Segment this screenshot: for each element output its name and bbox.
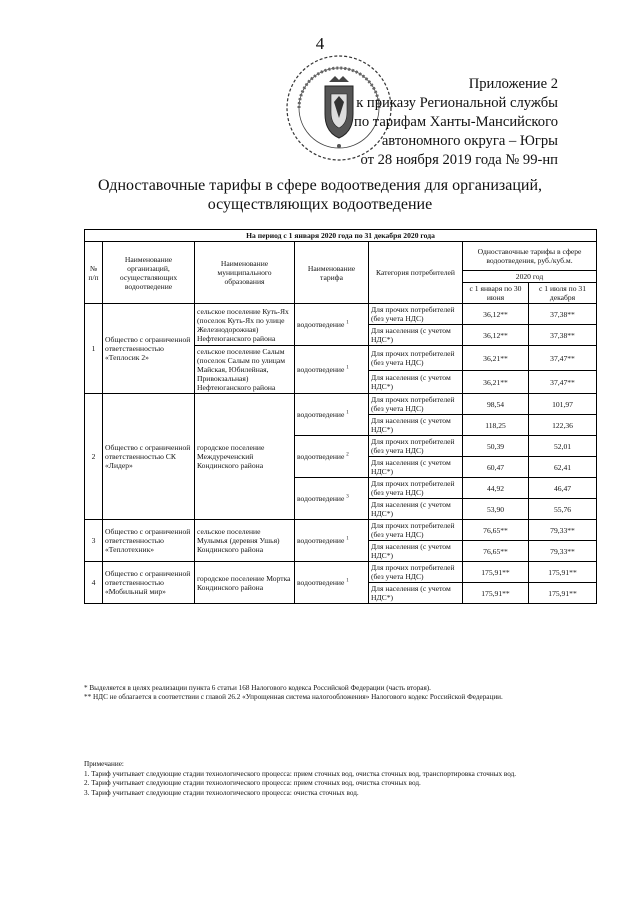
cell-category: Для прочих потребителей (без учета НДС) <box>369 562 463 583</box>
cell-municipality: городское поселение Междуреченский Кондинского района <box>195 394 295 520</box>
table-row <box>85 562 597 583</box>
cell-municipality: сельское поселение Мулымья (деревня Ушья) Кондинского района <box>195 520 295 562</box>
appendix-line: по тарифам Ханты-Мансийского <box>354 114 558 130</box>
cell-org: Общество с ограниченной ответственностью «Мобильный мир» <box>103 562 195 604</box>
table-row <box>85 394 597 415</box>
cell-municipality: сельское поселение Куть-Ях (поселок Куть-Ях по улице Железнодорожная) Нефтеюганского района <box>195 304 295 346</box>
cell-tariff: водоотведение $^2$ <box>295 436 369 478</box>
footnotes <box>84 684 596 702</box>
cell-value: 122,36 <box>529 415 597 436</box>
cell-tariff: водоотведение $^1$ <box>295 346 369 394</box>
footnote: * Выделяется в целях реализации пункта 6 статьи 168 Налогового кодекса Российской Федерации (часть вторая). <box>84 684 431 692</box>
cell-value: 79,33** <box>529 541 597 562</box>
col-header-municipality: Наименование муниципального образования <box>195 242 295 304</box>
col-header-no: № п/п <box>85 242 103 304</box>
cell-value: 98,54 <box>463 394 529 415</box>
cell-value: 36,21** <box>463 371 529 394</box>
cell-category: Для населения (с учетом НДС*) <box>369 457 463 478</box>
cell-category: Для населения (с учетом НДС*) <box>369 325 463 346</box>
cell-category: Для населения (с учетом НДС*) <box>369 541 463 562</box>
cell-org: Общество с ограниченной ответственностью «Теплотехник» <box>103 520 195 562</box>
cell-value: 175,91** <box>463 583 529 604</box>
cell-category: Для населения (с учетом НДС*) <box>369 415 463 436</box>
cell-municipality: городское поселение Мортка Кондинского района <box>195 562 295 604</box>
tariff-table <box>84 229 597 604</box>
cell-tariff: водоотведение $^1$ <box>295 562 369 604</box>
cell-category: Для населения (с учетом НДС*) <box>369 499 463 520</box>
cell-value: 36,12** <box>463 325 529 346</box>
page-number: 4 <box>315 34 325 53</box>
cell-no: 2 <box>85 394 103 520</box>
note-item: 1. Тариф учитывает следующие стадии технологического процесса: прием сточных вод, очистка сточных вод, транспортировка сточных вод. <box>84 769 517 778</box>
cell-category: Для прочих потребителей (без учета НДС) <box>369 304 463 325</box>
document-title <box>0 176 640 214</box>
table-row <box>85 304 597 325</box>
cell-tariff: водоотведение $^3$ <box>295 478 369 520</box>
cell-category: Для прочих потребителей (без учета НДС) <box>369 520 463 541</box>
cell-value: 62,41 <box>529 457 597 478</box>
cell-value: 50,39 <box>463 436 529 457</box>
cell-value: 37,38** <box>529 304 597 325</box>
cell-value: 37,38** <box>529 325 597 346</box>
cell-municipality: сельское поселение Салым (поселок Салым по улицам Майская, Юбилейная, Привокзальная) Нефтеюганского района <box>195 346 295 394</box>
period-header: На период с 1 января 2020 года по 31 декабря 2020 года <box>85 230 597 242</box>
cell-value: 76,65** <box>463 520 529 541</box>
cell-tariff: водоотведение $^1$ <box>295 394 369 436</box>
cell-value: 175,91** <box>463 562 529 583</box>
cell-value: 60,47 <box>463 457 529 478</box>
cell-value: 79,33** <box>529 520 597 541</box>
cell-tariff: водоотведение $^1$ <box>295 304 369 346</box>
cell-no: 3 <box>85 520 103 562</box>
title-line: Одноставочные тарифы в сфере водоотведения для организаций, <box>97 177 543 194</box>
tariff-table-wrapper <box>84 229 596 604</box>
cell-value: 36,12** <box>463 304 529 325</box>
appendix-block <box>328 75 558 170</box>
appendix-line: от 28 ноября 2019 года № 99-нп <box>360 152 558 168</box>
col-header-category: Категория потребителей <box>369 242 463 304</box>
cell-org: Общество с ограниченной ответственностью СК «Лидер» <box>103 394 195 520</box>
cell-value: 46,47 <box>529 478 597 499</box>
cell-value: 37,47** <box>529 346 597 371</box>
notes <box>84 760 596 798</box>
cell-value: 175,91** <box>529 583 597 604</box>
cell-value: 118,25 <box>463 415 529 436</box>
cell-value: 55,76 <box>529 499 597 520</box>
notes-heading: Примечание: <box>84 760 124 768</box>
title-line: осуществляющих водоотведение <box>207 196 433 213</box>
cell-value: 37,47** <box>529 371 597 394</box>
col-header-year: 2020 год <box>463 271 597 283</box>
col-header-h2: с 1 июля по 31 декабря <box>529 283 597 304</box>
appendix-line: автономного округа – Югры <box>381 133 558 149</box>
appendix-line: Приложение 2 <box>468 76 558 92</box>
cell-category: Для прочих потребителей (без учета НДС) <box>369 346 463 371</box>
cell-tariff: водоотведение $^1$ <box>295 520 369 562</box>
cell-category: Для прочих потребителей (без учета НДС) <box>369 478 463 499</box>
note-item: 2. Тариф учитывает следующие стадии технологического процесса: прием сточных вод, очистка сточных вод. <box>84 779 421 787</box>
cell-value: 44,92 <box>463 478 529 499</box>
col-header-h1: с 1 января по 30 июня <box>463 283 529 304</box>
cell-value: 53,90 <box>463 499 529 520</box>
col-header-tariffs: Одноставочные тарифы в сфере водоотведения, руб./куб.м. <box>463 242 597 271</box>
cell-category: Для прочих потребителей (без учета НДС) <box>369 436 463 457</box>
footnote: ** НДС не облагается в соответствии с главой 26.2 «Упрощенная система налогообложения» Налогового кодекс Российской Федерации. <box>84 693 503 701</box>
cell-no: 1 <box>85 304 103 394</box>
note-item: 3. Тариф учитывает следующие стадии технологического процесса: очистка сточных вод. <box>84 788 359 797</box>
cell-category: Для населения (с учетом НДС*) <box>369 583 463 604</box>
cell-value: 52,01 <box>529 436 597 457</box>
appendix-line: к приказу Региональной службы <box>356 95 558 111</box>
cell-value: 175,91** <box>529 562 597 583</box>
cell-org: Общество с ограниченной ответственностью «Теплосик 2» <box>103 304 195 394</box>
cell-no: 4 <box>85 562 103 604</box>
cell-value: 76,65** <box>463 541 529 562</box>
cell-value: 101,97 <box>529 394 597 415</box>
cell-category: Для прочих потребителей (без учета НДС) <box>369 394 463 415</box>
cell-category: Для населения (с учетом НДС*) <box>369 371 463 394</box>
col-header-tariff-name: Наименование тарифа <box>295 242 369 304</box>
table-row <box>85 520 597 541</box>
col-header-org: Наименование организаций, осуществляющих водоотведение <box>103 242 195 304</box>
cell-value: 36,21** <box>463 346 529 371</box>
